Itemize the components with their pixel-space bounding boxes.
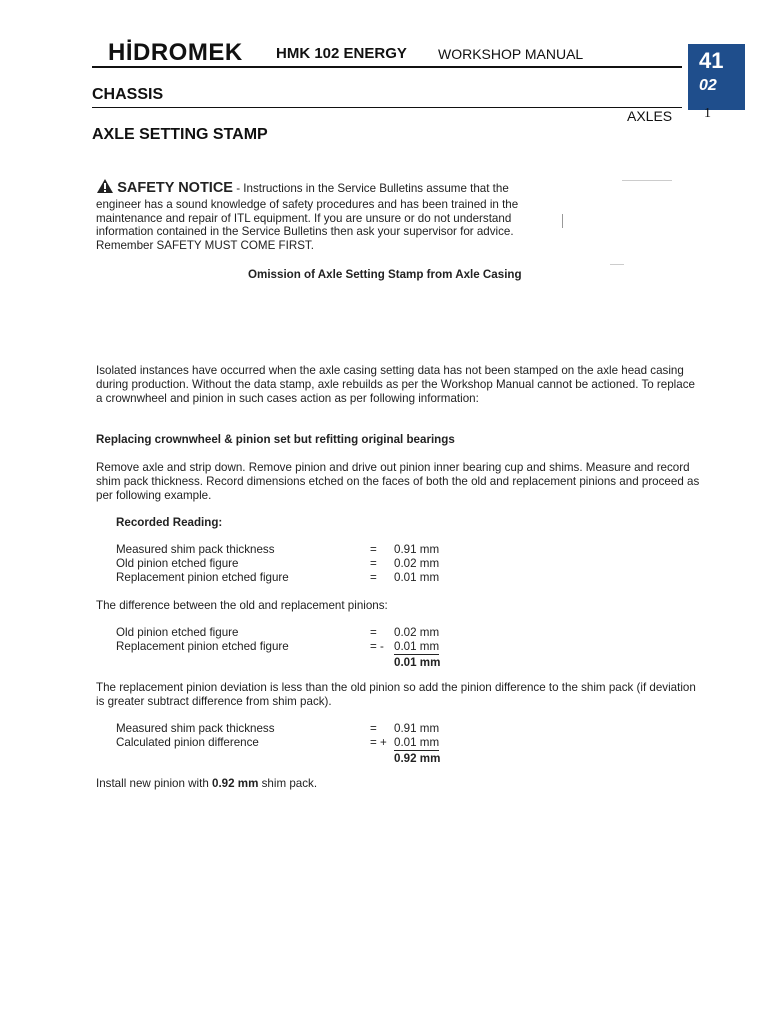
subchapter-title: AXLES	[627, 108, 673, 124]
row-label: Old pinion etched figure	[116, 557, 239, 570]
sub-number: 02	[699, 77, 717, 94]
row-operator: = +	[370, 736, 387, 749]
row-operator: =	[370, 557, 377, 570]
notice-line: - Instructions in the Service Bulletins assume that the	[232, 182, 509, 195]
procedure-line: shim pack thickness. Record dimensions etched on the faces of both the old and replacement pinions and proceed as	[96, 474, 700, 488]
difference-intro: The difference between the old and replacement pinions:	[96, 599, 388, 612]
install-shim-value: 0.92 mm	[212, 777, 259, 790]
row-value: 0.91 mm	[394, 722, 440, 735]
recorded-table	[92, 543, 492, 587]
header-rule	[92, 66, 682, 68]
install-instruction	[96, 777, 317, 791]
sum-table	[92, 722, 492, 768]
row-value: 0.02 mm	[394, 626, 440, 639]
procedure-heading: Replacing crownwheel & pinion set but refitting original bearings	[96, 433, 455, 446]
deviation-paragraph	[96, 681, 736, 709]
intro-line: Isolated instances have occurred when the axle casing setting data has not been stamped on the axle head casing	[96, 364, 684, 377]
deviation-line: The replacement pinion deviation is less than the old pinion so add the pinion difference to the shim pack (if deviation	[96, 681, 696, 694]
procedure-line: Remove axle and strip down. Remove pinion and drive out pinion inner bearing cup and shims. Measure and record	[96, 461, 690, 474]
row-label: Calculated pinion difference	[116, 736, 259, 749]
omission-title: Omission of Axle Setting Stamp from Axle Casing	[248, 268, 522, 281]
scan-artifact	[562, 214, 563, 228]
row-operator: =	[370, 571, 377, 584]
difference-total: 0.01 mm	[394, 656, 441, 669]
row-operator: =	[370, 722, 377, 735]
difference-table	[92, 626, 492, 672]
notice-line: information contained in the Service Bulletins then ask your supervisor for advice.	[96, 225, 514, 239]
row-label: Old pinion etched figure	[116, 626, 239, 639]
row-operator: =	[370, 626, 377, 639]
manual-title: WORKSHOP MANUAL	[438, 46, 584, 62]
recorded-heading: Recorded Reading:	[116, 516, 223, 529]
row-value: 0.01 mm	[394, 736, 440, 749]
page-number: 1	[704, 106, 711, 121]
intro-line: during production. Without the data stamp, axle rebuilds as per the Workshop Manual cannot be actioned. To replace	[96, 377, 695, 391]
row-label: Measured shim pack thickness	[116, 722, 275, 735]
model-name: HMK 102 ENERGY	[276, 45, 407, 62]
install-text: Install new pinion with	[96, 777, 212, 790]
notice-line: Remember SAFETY MUST COME FIRST.	[96, 239, 314, 253]
notice-line: engineer has a sound knowledge of safety procedures and has been trained in the	[96, 197, 519, 211]
row-value: 0.01 mm	[394, 640, 440, 653]
scan-artifact	[610, 264, 624, 265]
procedure-line: per following example.	[96, 488, 212, 502]
intro-paragraph	[96, 364, 736, 405]
notice-line: maintenance and repair of ITL equipment. If you are unsure or do not understand	[96, 211, 512, 225]
sum-total: 0.92 mm	[394, 752, 441, 765]
row-value: 0.91 mm	[394, 543, 440, 556]
deviation-line: is greater subtract difference from shim pack).	[96, 694, 332, 708]
scan-artifact	[622, 180, 672, 181]
intro-line: a crownwheel and pinion in such cases action as per following information:	[96, 391, 479, 405]
row-label: Replacement pinion etched figure	[116, 640, 289, 653]
brand-logo: HİDROMEK	[108, 39, 243, 66]
notice-heading: SAFETY NOTICE	[117, 180, 233, 196]
safety-notice	[96, 178, 552, 253]
procedure-paragraph	[96, 461, 736, 502]
row-value: 0.01 mm	[394, 571, 440, 584]
section-tab	[688, 44, 745, 110]
row-label: Measured shim pack thickness	[116, 543, 275, 556]
section-number: 41	[699, 48, 724, 73]
row-label: Replacement pinion etched figure	[116, 571, 289, 584]
chapter-rule	[92, 107, 682, 108]
page-title: AXLE SETTING STAMP	[92, 126, 268, 143]
warning-icon	[96, 178, 114, 198]
row-operator: =	[370, 543, 377, 556]
row-value: 0.02 mm	[394, 557, 440, 570]
scanned-bulletin	[92, 174, 736, 794]
install-text: shim pack.	[258, 777, 318, 790]
row-operator: = -	[370, 640, 384, 653]
chapter-title: CHASSIS	[92, 86, 164, 103]
